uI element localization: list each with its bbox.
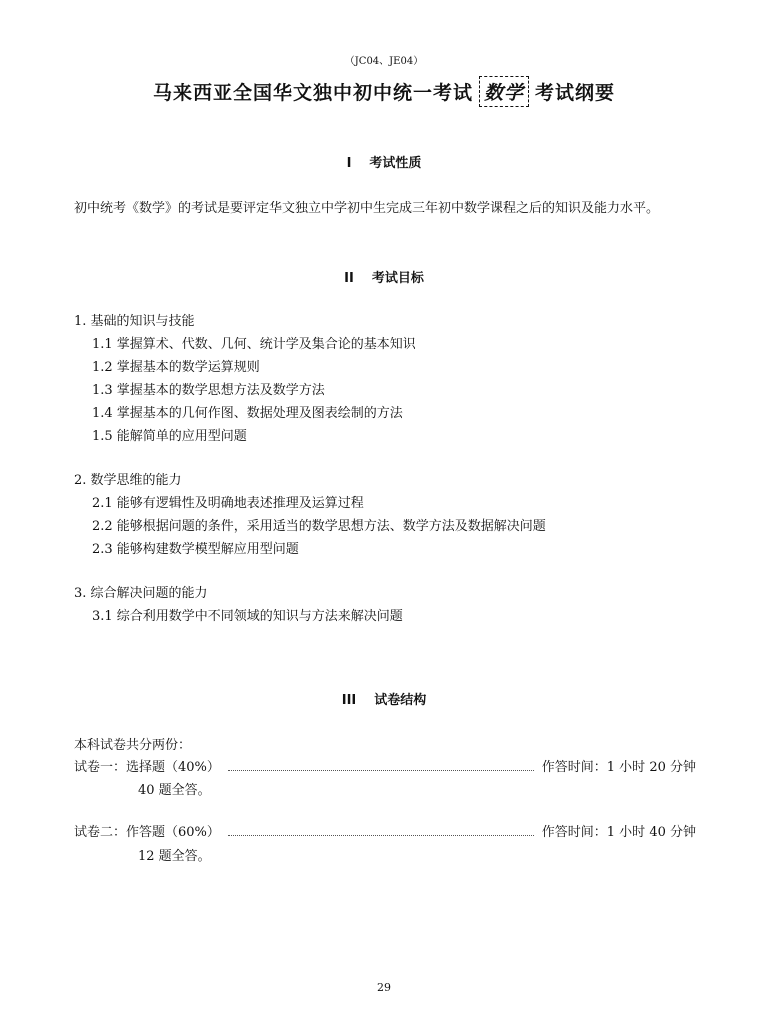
goal-item: 1.3 掌握基本的数学思想方法及数学方法 [92,383,325,398]
page-number: 29 [377,981,391,994]
paper-row [74,756,696,780]
paper-label: 试卷一：选择题（40%） [74,760,220,775]
goal-heading: 3. 综合解决问题的能力 [74,586,208,601]
section-title: 考试目标 [371,271,424,286]
page-title [0,76,768,107]
nature-paragraph: 初中统考《数学》的考试是要评定华文独立中学初中生完成三年初中数学课程之后的知识及能力水平。 [74,201,660,216]
section-heading-goals [0,267,768,286]
title-suffix: 考试纲要 [535,82,616,104]
leader-dots [228,834,534,836]
goal-item: 1.4 掌握基本的几何作图、数据处理及图表绘制的方法 [92,406,403,421]
leader-dots [228,769,534,771]
goal-item: 2.2 能够根据问题的条件，采用适当的数学思想方法、数学方法及数据解决问题 [92,519,546,534]
goal-item: 2.1 能够有逻辑性及明确地表述推理及运算过程 [92,496,364,511]
paper-note: 12 题全答。 [138,849,211,864]
paper-time: 作答时间：1 小时 20 分钟 [541,760,696,775]
goal-item: 2.3 能够构建数学模型解应用型问题 [92,542,299,557]
section-title: 考试性质 [369,156,422,171]
goal-item: 1.1 掌握算术、代数、几何、统计学及集合论的基本知识 [92,337,416,352]
section-number: III [341,693,357,708]
paper-label: 试卷二：作答题（60%） [74,825,220,840]
exam-code: （JC04、JE04） [344,56,424,67]
goal-item: 1.5 能解简单的应用型问题 [92,429,247,444]
section-heading-structure [0,689,768,708]
paper-time: 作答时间：1 小时 40 分钟 [541,825,696,840]
title-subject-box: 数学 [479,76,529,107]
title-prefix: 马来西亚全国华文独中初中统一考试 [152,82,473,104]
goal-item: 3.1 综合利用数学中不同领域的知识与方法来解决问题 [92,609,403,624]
section-number: II [344,271,354,286]
goal-heading: 2. 数学思维的能力 [74,473,182,488]
goal-heading: 1. 基础的知识与技能 [74,314,195,329]
paper-note: 40 题全答。 [138,783,211,798]
section-title: 试卷结构 [374,693,427,708]
goal-item: 1.2 掌握基本的数学运算规则 [92,360,260,375]
structure-intro: 本科试卷共分两份： [74,738,192,753]
section-number: I [346,156,352,171]
section-heading-nature [0,152,768,171]
paper-row [74,821,696,845]
